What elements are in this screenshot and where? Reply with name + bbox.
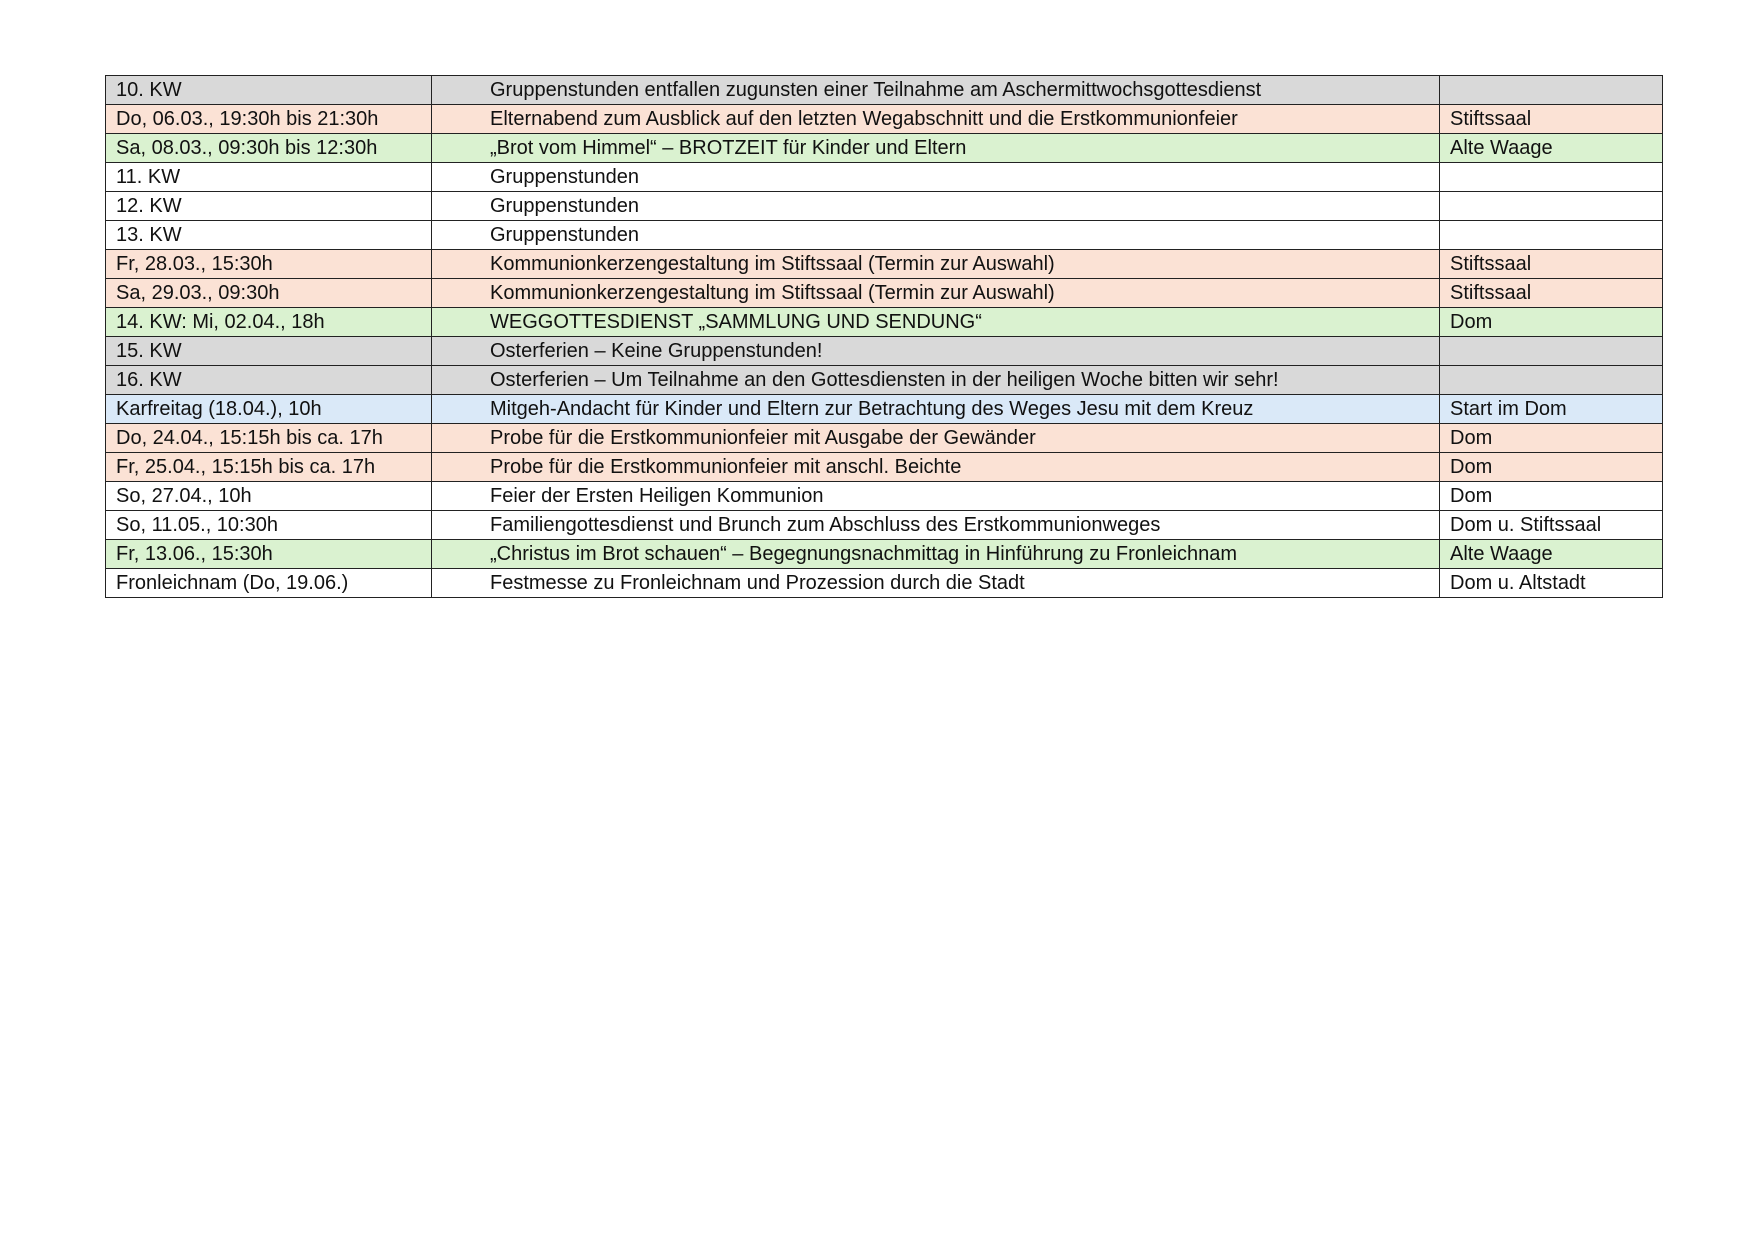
table-row [106, 424, 1663, 453]
date-cell: Do, 24.04., 15:15h bis ca. 17h [106, 424, 432, 453]
event-cell: Elternabend zum Ausblick auf den letzten Wegabschnitt und die Erstkommunionfeier [432, 105, 1440, 134]
table-row [106, 105, 1663, 134]
place-cell: Start im Dom [1440, 395, 1663, 424]
table-row [106, 250, 1663, 279]
table-row [106, 134, 1663, 163]
event-cell: Familiengottesdienst und Brunch zum Abschluss des Erstkommunionweges [432, 511, 1440, 540]
place-cell [1440, 192, 1663, 221]
table-row [106, 540, 1663, 569]
place-cell: Dom u. Stiftssaal [1440, 511, 1663, 540]
date-cell: So, 27.04., 10h [106, 482, 432, 511]
table-row [106, 279, 1663, 308]
table-row [106, 453, 1663, 482]
event-cell: Osterferien – Keine Gruppenstunden! [432, 337, 1440, 366]
event-cell: „Christus im Brot schauen“ – Begegnungsnachmittag in Hinführung zu Fronleichnam [432, 540, 1440, 569]
table-row [106, 569, 1663, 598]
date-cell: 13. KW [106, 221, 432, 250]
date-cell: Karfreitag (18.04.), 10h [106, 395, 432, 424]
schedule-table [105, 75, 1663, 598]
date-cell: 16. KW [106, 366, 432, 395]
table-row [106, 395, 1663, 424]
place-cell: Alte Waage [1440, 540, 1663, 569]
table-row [106, 76, 1663, 105]
place-cell: Dom [1440, 308, 1663, 337]
place-cell: Stiftssaal [1440, 250, 1663, 279]
table-row [106, 511, 1663, 540]
place-cell: Dom [1440, 424, 1663, 453]
place-cell: Dom u. Altstadt [1440, 569, 1663, 598]
event-cell: Festmesse zu Fronleichnam und Prozession durch die Stadt [432, 569, 1440, 598]
table-row [106, 482, 1663, 511]
event-cell: WEGGOTTESDIENST „SAMMLUNG UND SENDUNG“ [432, 308, 1440, 337]
event-cell: Feier der Ersten Heiligen Kommunion [432, 482, 1440, 511]
date-cell: 11. KW [106, 163, 432, 192]
event-cell: „Brot vom Himmel“ – BROTZEIT für Kinder und Eltern [432, 134, 1440, 163]
event-cell: Probe für die Erstkommunionfeier mit anschl. Beichte [432, 453, 1440, 482]
event-cell: Osterferien – Um Teilnahme an den Gottesdiensten in der heiligen Woche bitten wir sehr! [432, 366, 1440, 395]
date-cell: 15. KW [106, 337, 432, 366]
date-cell: Fr, 28.03., 15:30h [106, 250, 432, 279]
date-cell: 12. KW [106, 192, 432, 221]
place-cell: Dom [1440, 453, 1663, 482]
date-cell: 10. KW [106, 76, 432, 105]
date-cell: Fr, 25.04., 15:15h bis ca. 17h [106, 453, 432, 482]
date-cell: So, 11.05., 10:30h [106, 511, 432, 540]
place-cell: Stiftssaal [1440, 279, 1663, 308]
event-cell: Probe für die Erstkommunionfeier mit Ausgabe der Gewänder [432, 424, 1440, 453]
event-cell: Gruppenstunden entfallen zugunsten einer Teilnahme am Aschermittwochsgottesdienst [432, 76, 1440, 105]
date-cell: Sa, 08.03., 09:30h bis 12:30h [106, 134, 432, 163]
date-cell: Sa, 29.03., 09:30h [106, 279, 432, 308]
table-row [106, 337, 1663, 366]
schedule-body [106, 76, 1663, 598]
place-cell [1440, 163, 1663, 192]
place-cell [1440, 76, 1663, 105]
table-row [106, 366, 1663, 395]
date-cell: Fronleichnam (Do, 19.06.) [106, 569, 432, 598]
event-cell: Gruppenstunden [432, 221, 1440, 250]
place-cell [1440, 337, 1663, 366]
table-row [106, 308, 1663, 337]
table-row [106, 192, 1663, 221]
event-cell: Gruppenstunden [432, 192, 1440, 221]
event-cell: Gruppenstunden [432, 163, 1440, 192]
event-cell: Kommunionkerzengestaltung im Stiftssaal (Termin zur Auswahl) [432, 250, 1440, 279]
date-cell: Do, 06.03., 19:30h bis 21:30h [106, 105, 432, 134]
place-cell [1440, 221, 1663, 250]
date-cell: 14. KW: Mi, 02.04., 18h [106, 308, 432, 337]
date-cell: Fr, 13.06., 15:30h [106, 540, 432, 569]
place-cell: Dom [1440, 482, 1663, 511]
table-row [106, 221, 1663, 250]
place-cell: Alte Waage [1440, 134, 1663, 163]
place-cell: Stiftssaal [1440, 105, 1663, 134]
event-cell: Kommunionkerzengestaltung im Stiftssaal (Termin zur Auswahl) [432, 279, 1440, 308]
place-cell [1440, 366, 1663, 395]
event-cell: Mitgeh-Andacht für Kinder und Eltern zur Betrachtung des Weges Jesu mit dem Kreuz [432, 395, 1440, 424]
table-row [106, 163, 1663, 192]
